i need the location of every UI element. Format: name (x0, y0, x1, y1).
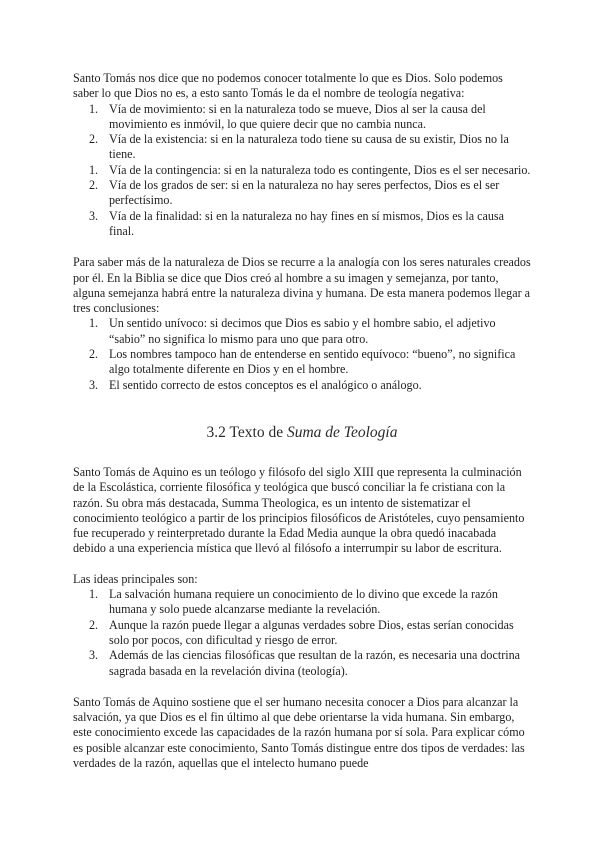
analogy-paragraph: Para saber más de la naturaleza de Dios se recurre a la analogía con los seres naturales creados por él. En la Biblia se dice que Dios creó al hombre a su imagen y semejanza, por tanto, alguna semejanza habrá entre la naturaleza divina y humana. De esta manera podemos llegar a tres conclusiones: (73, 255, 531, 316)
ideas-label: Las ideas principales son: (73, 571, 198, 586)
section-heading: 3.2 Texto de Suma de Teología (206, 423, 398, 441)
list-item: 3. Además de las ciencias filosóficas que resultan de la razón, es necesaria una doctrina sagrada basada en la revelación divina (teología). (89, 648, 521, 678)
section-heading-title: Suma de Teología (286, 423, 398, 441)
list-item: 1. Vía de movimiento: si en la naturaleza todo se mueve, Dios al ser la causa del movimiento es inmóvil, lo que quiere decir que no cambia nunca. (89, 101, 486, 131)
list-item: 1. La salvación humana requiere un conocimiento de lo divino que excede la razón humana y solo puede alcanzarse mediante la revelación. (89, 587, 498, 617)
ways-list (73, 102, 531, 240)
list-item: 1. Vía de la contingencia: si en la naturaleza todo es contingente, Dios es el ser necesario. (89, 162, 531, 177)
list-item: 3. El sentido correcto de estos conceptos es el analógico o análogo. (89, 377, 422, 392)
aquinas-paragraph: Santo Tomás de Aquino es un teólogo y filósofo del siglo XIII que representa la culminación de la Escolástica, corriente filosófica y teológica que buscó conciliar la fe cristiana con la razón. Su obra más destacada, Summa Theologica, es un intento de sistematizar el conocimiento teológico a partir de los principios filosóficos de Aristóteles, cuyo pensamiento fue recuperado y reinterpretado durante la Edad Media aunque la obra quedó inacabada debido a una experiencia mística que llevó al filósofo a interrumpir su labor de escritura. (73, 464, 525, 556)
salvation-paragraph: Santo Tomás de Aquino sostiene que el ser humano necesita conocer a Dios para alcanzar la salvación, ya que Dios es el fin último al que debe orientarse la vida humana. Sin embargo, este conocimiento excede las capacidades de la razón humana por sí sola. Para explicar cómo es posible alcanzar este conocimiento, Santo Tomás distingue entre dos tipos de verdades: las verdades de la razón, aquellas que el intelecto humano puede (73, 694, 525, 770)
list-item: 3. Vía de la finalidad: si en la naturaleza no hay fines en sí mismos, Dios es la causa final. (89, 208, 504, 238)
list-item: 1. Un sentido unívoco: si decimos que Dios es sabio y el hombre sabio, el adjetivo “sabio” no significa lo mismo para uno que para otro. (89, 316, 496, 346)
conclusions-list (73, 316, 531, 392)
list-item: 2. Aunque la razón puede llegar a algunas verdades sobre Dios, estas serían conocidas solo por pocos, con dificultad y riesgo de error. (89, 617, 514, 647)
list-item: 2. Los nombres tampoco han de entenderse en sentido equívoco: “bueno”, no significa algo totalmente diferente en Dios y en el hombre. (89, 347, 516, 377)
ideas-list (73, 587, 531, 679)
list-item: 2. Vía de la existencia: si en la naturaleza todo tiene su causa de su existir, Dios no la tiene. (89, 132, 509, 162)
list-item: 2. Vía de los grados de ser: si en la naturaleza no hay seres perfectos, Dios es el ser perfectísimo. (89, 178, 500, 208)
intro-paragraph: Santo Tomás nos dice que no podemos conocer totalmente lo que es Dios. Solo podemos saber lo que Dios no es, a esto santo Tomás le da el nombre de teología negativa: (73, 71, 503, 101)
document-body (73, 71, 531, 771)
